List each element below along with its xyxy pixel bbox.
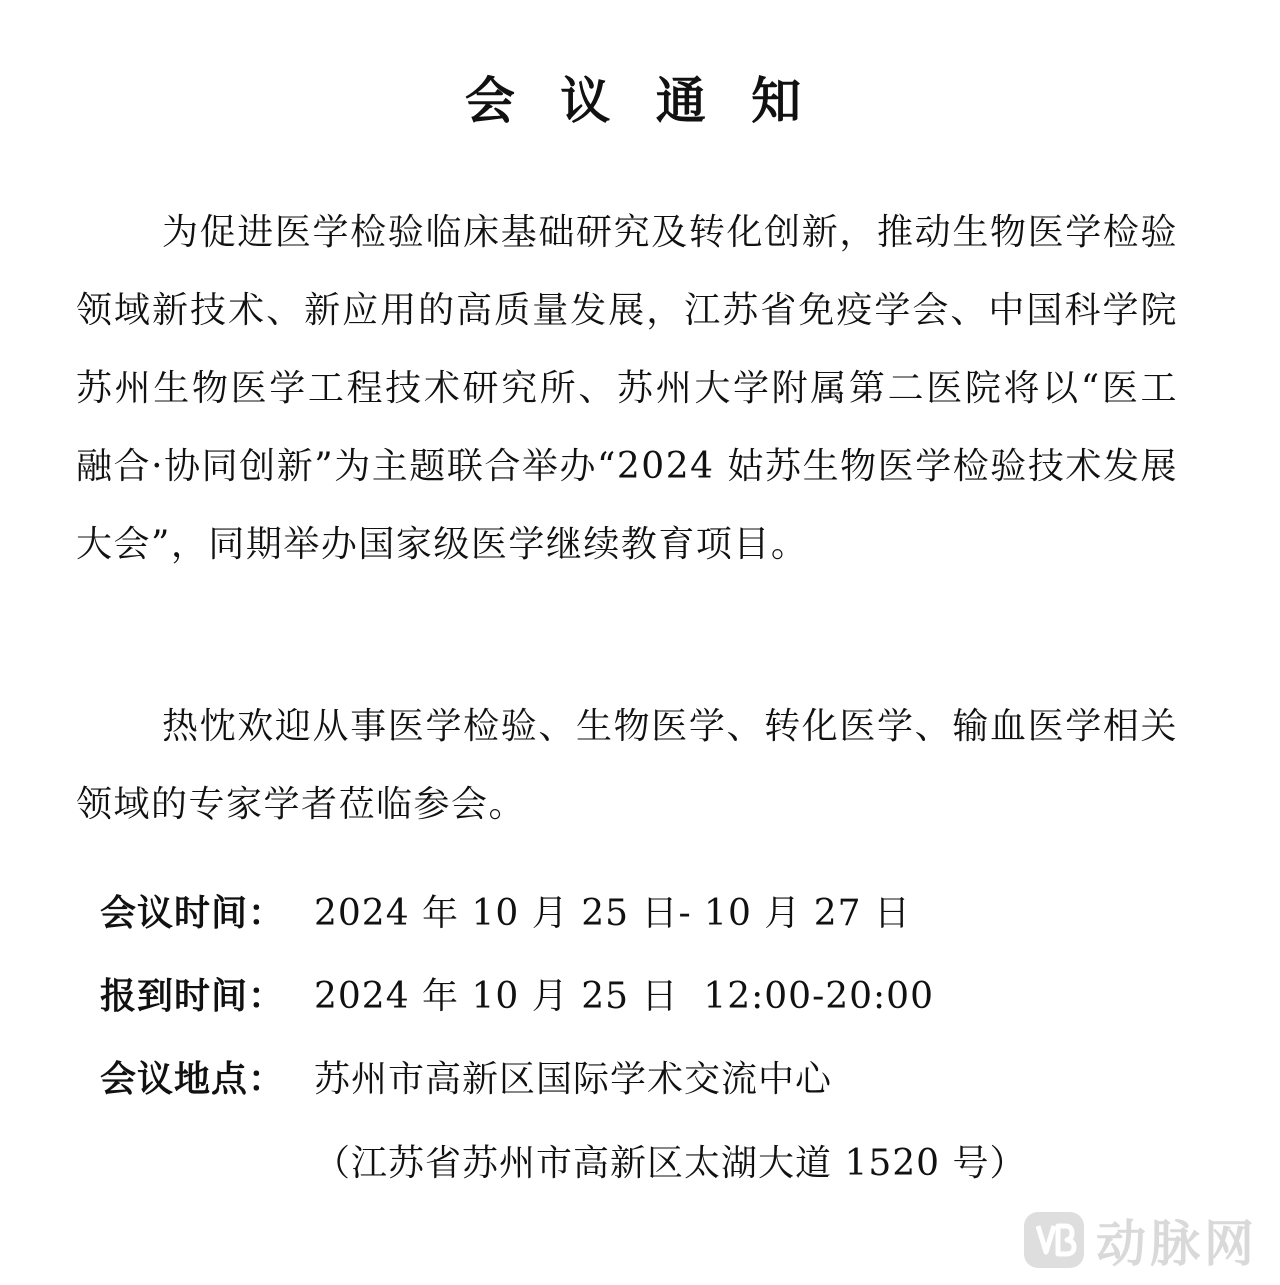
venue-row xyxy=(100,1050,832,1110)
registration-time-row xyxy=(100,967,934,1027)
watermark xyxy=(1024,1209,1258,1271)
meeting-time-label: 会议时间： xyxy=(100,893,286,934)
registration-time-label: 报到时间： xyxy=(100,976,286,1017)
meeting-time-row xyxy=(100,884,911,944)
registration-time-value: 2024 年 10 月 25 日 12:00-20:00 xyxy=(314,976,934,1017)
meeting-time-value: 2024 年 10 月 25 日- 10 月 27 日 xyxy=(314,893,912,934)
venue-address: （江苏省苏州市高新区太湖大道 1520 号） xyxy=(314,1143,1027,1184)
venue-value: 苏州市高新区国际学术交流中心 xyxy=(314,1059,833,1100)
venue-label: 会议地点： xyxy=(100,1059,286,1100)
intro-paragraph: 为促进医学检验临床基础研究及转化创新，推动生物医学检验领域新技术、新应用的高质量发展，江苏省免疫学会、中国科学院苏州生物医学工程技术研究所、苏州大学附属第二医院将以“医工融合·协同创新”为主题联合举办“2024 姑苏生物医学检验技术发展大会”，同期举办国家级医学继续教育项目。 xyxy=(76,212,1178,565)
document-title: 会 议 通 知 xyxy=(464,72,816,130)
vb-logo-icon xyxy=(1024,1212,1084,1268)
watermark-text: 动脉网 xyxy=(1096,1215,1258,1273)
welcome-paragraph: 热忱欢迎从事医学检验、生物医学、转化医学、输血医学相关领域的专家学者莅临参会。 xyxy=(76,706,1178,825)
